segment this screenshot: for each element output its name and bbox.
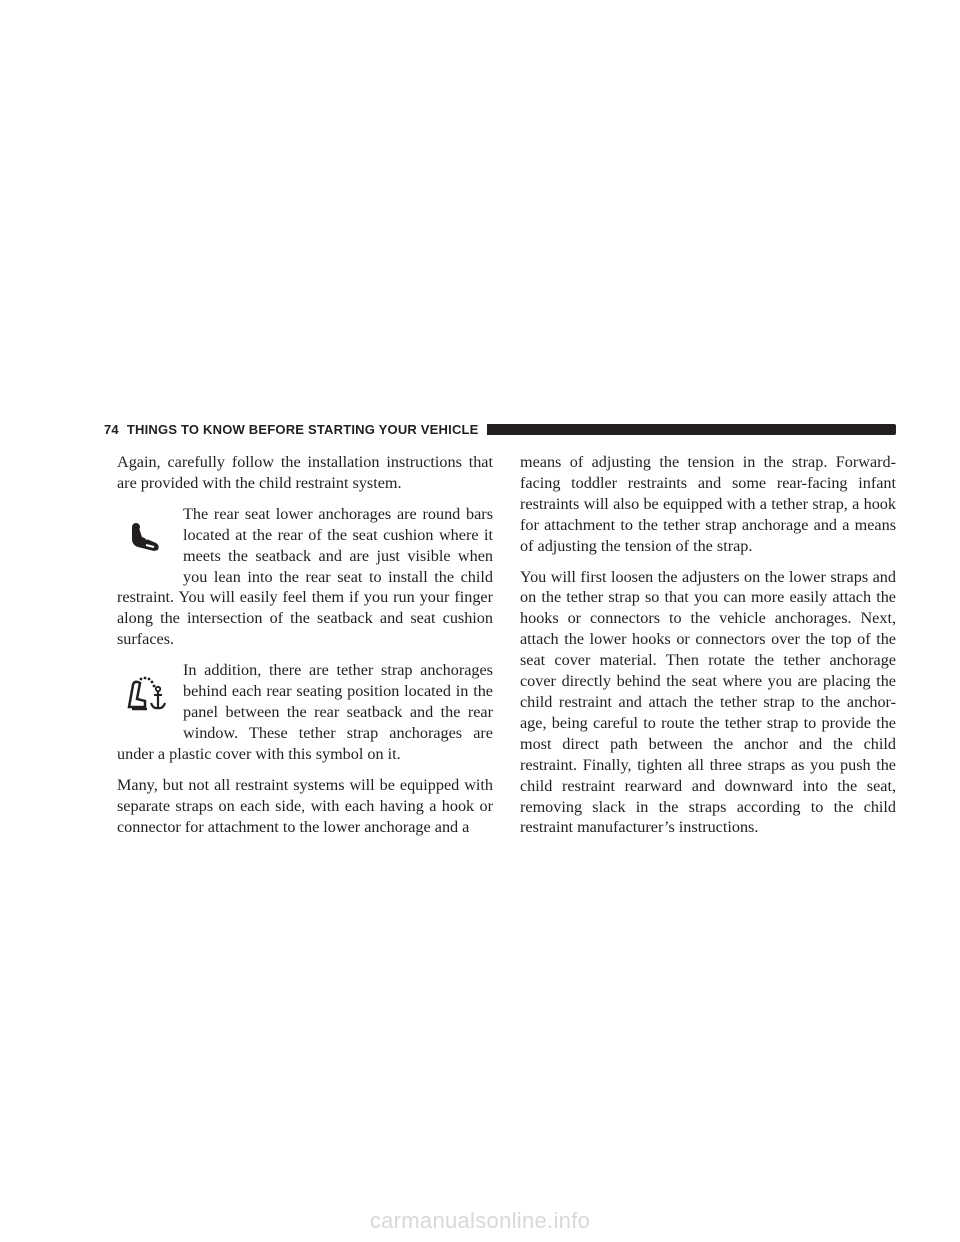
header-rule — [487, 424, 896, 435]
lower-anchorage-paragraph — [117, 504, 493, 660]
child-seat-lower-anchor-icon — [117, 504, 175, 574]
paragraph: The rear seat lower anchorages are round bars located at the rear of the seat cushion where it meets the seatback and are just visible when you lean into the rear seat to install the child restraint. You will easily feel them if you run your finger along the intersection of the seatback and seat cushion surfaces. — [117, 504, 493, 649]
paragraph: In addition, there are tether strap anchorages behind each rear seating position located in the panel between the rear seatback and the rear window. These tether strap anchorages are under a plastic cover with this symbol on it. — [117, 661, 493, 763]
paragraph: Again, carefully follow the installation instructions that are provided with the child restraint system. — [117, 453, 493, 492]
paragraph: You will first loosen the adjusters on the lower straps and on the tether strap so that you can more easily attach the hooks or connectors to the vehicle anchorages. Next, attach the lower hooks or connectors over the top of the seat cover material. Then rotate the tether anchorage cover directly behind the seat where you are placing the child restraint and attach the tether strap to the anchor-age, being careful to route the tether strap to provide the most direct path between the anchor and the child restraint. Finally, tighten all three straps as you push the child restraint rearward and downward into the seat, removing slack in the straps according to the child restraint manufacturer’s instructions. — [520, 567, 896, 837]
paragraph: Many, but not all restraint systems will be equipped with separate straps on each side, with each having a hook or connector for attachment to the lower anchorage and a — [117, 775, 493, 836]
right-column — [520, 452, 896, 848]
section-title: THINGS TO KNOW BEFORE STARTING YOUR VEHICLE — [126, 421, 479, 437]
watermark: carmanualsonline.info — [369, 1208, 591, 1233]
tether-anchor-icon — [117, 660, 175, 730]
left-column — [117, 452, 493, 847]
paragraph: means of adjusting the tension in the strap. Forward-facing toddler restraints and some rear-facing infant restraints will also be equipped with a tether strap, a hook for attachment to the tether strap anchorage and a means of adjusting the tension of the strap. — [520, 453, 896, 555]
tether-anchorage-paragraph — [117, 660, 493, 775]
page-header — [104, 421, 896, 437]
page-number: 74 — [104, 421, 119, 437]
